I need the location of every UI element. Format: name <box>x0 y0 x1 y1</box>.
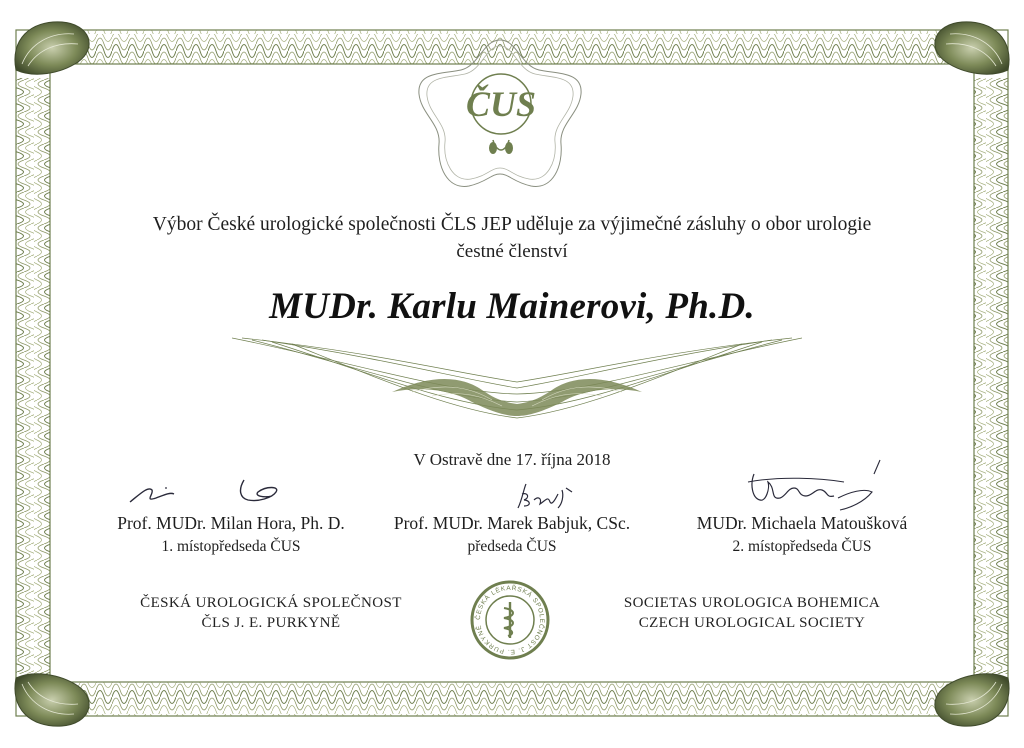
signer-block-hora <box>96 513 366 556</box>
signer-block-babjuk <box>372 513 652 556</box>
staff-of-asclepius-icon <box>504 602 513 638</box>
issue-date: V Ostravě dne 17. října 2018 <box>413 450 611 469</box>
society-line: ČESKÁ UROLOGICKÁ SPOLEČNOST <box>140 595 402 611</box>
award-title: čestné členství <box>456 241 568 262</box>
society-logo-icon <box>413 36 587 196</box>
society-line: ČLS J. E. PURKYNĚ <box>201 615 341 631</box>
society-name-latin-english <box>612 593 892 633</box>
signer-role: 1. místopředseda ČUS <box>161 538 301 555</box>
signer-role: 2. místopředseda ČUS <box>732 538 872 555</box>
wing-ornament <box>232 332 802 428</box>
signature-babjuk <box>512 478 582 514</box>
society-line: CZECH UROLOGICAL SOCIETY <box>638 615 866 631</box>
signer-name: MUDr. Michaela Matoušková <box>696 513 908 533</box>
society-seal <box>468 580 552 660</box>
signer-role: předseda ČUS <box>467 538 557 555</box>
award-statement: Výbor České urologické společnosti ČLS JEP uděluje za výjimečné zásluhy o obor urologie <box>152 214 872 235</box>
signature-hora <box>126 468 296 510</box>
society-name-czech <box>136 593 406 633</box>
signer-block-matouskova <box>652 513 952 556</box>
recipient-name: MUDr. Karlu Mainerovi, Ph.D. <box>269 286 755 327</box>
svg-text:ČESKÁ LÉKAŘSKÁ SPOLEČNOST J. E: ČESKÁ LÉKAŘSKÁ SPOLEČNOST J. E. PURKYNĚ <box>474 584 546 656</box>
signer-name: Prof. MUDr. Marek Babjuk, CSc. <box>393 513 631 533</box>
svg-text:ČUS: ČUS <box>465 84 537 124</box>
signer-name: Prof. MUDr. Milan Hora, Ph. D. <box>117 513 345 533</box>
signature-matouskova <box>740 458 890 514</box>
society-line: SOCIETAS UROLOGICA BOHEMICA <box>623 595 881 611</box>
